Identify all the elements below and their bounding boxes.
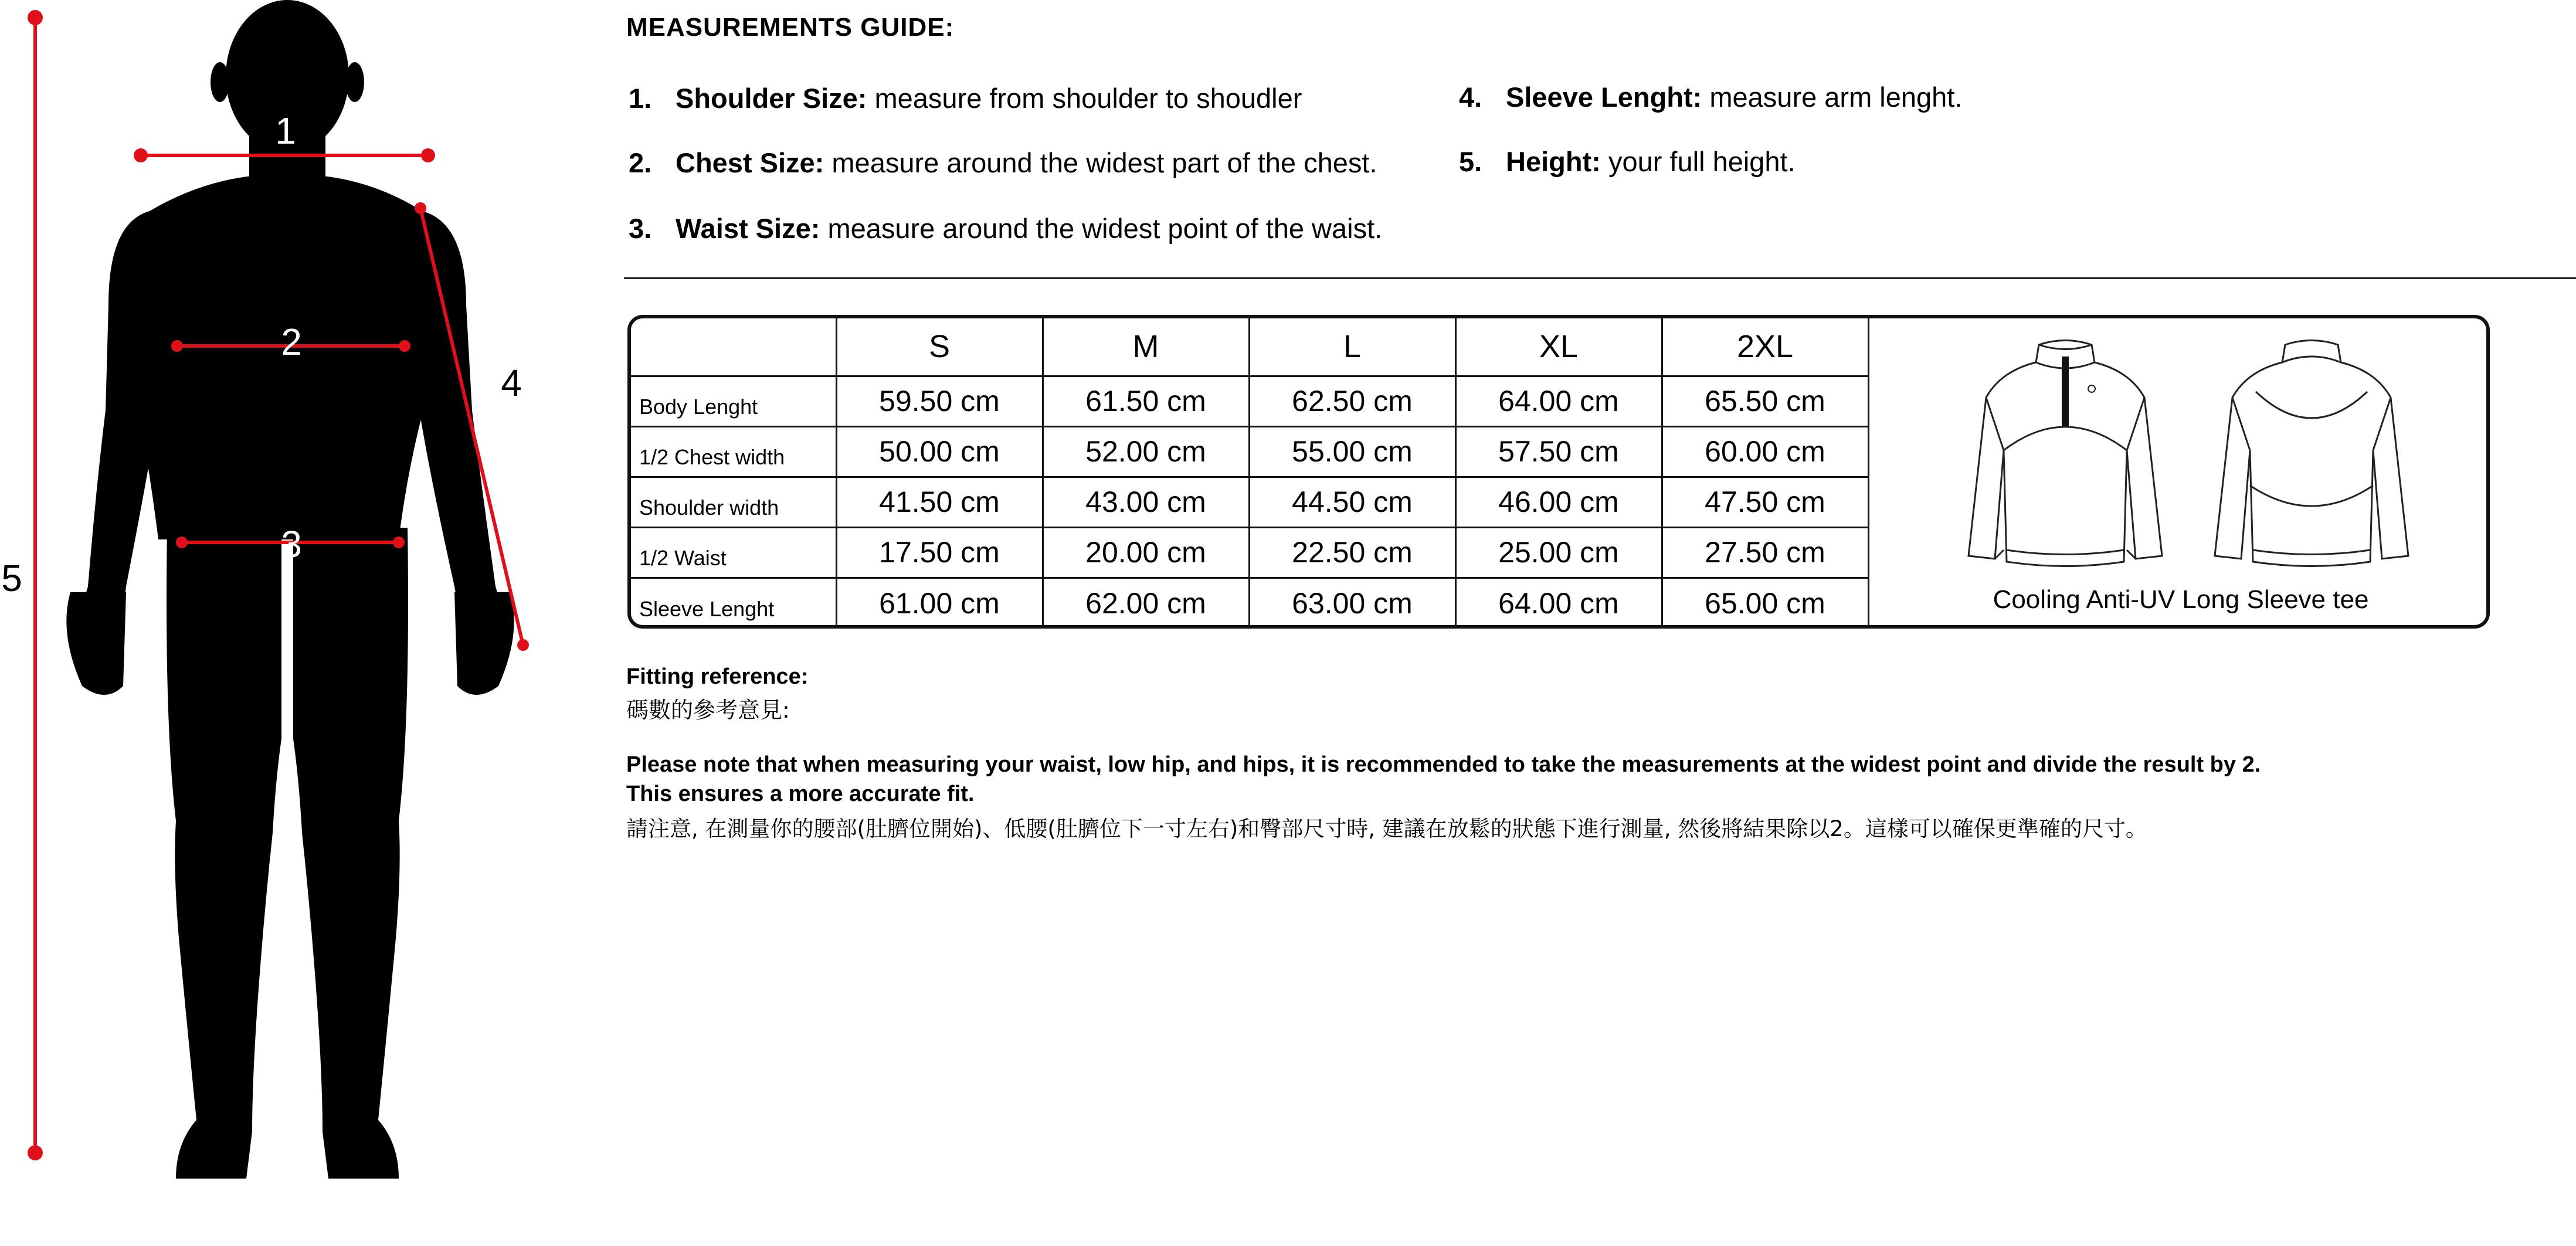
guide-item-number: 1. xyxy=(629,83,652,114)
table-cell: 41.50 cm xyxy=(836,477,1043,527)
chest-dot-right xyxy=(399,340,410,352)
guide-item-chest xyxy=(629,147,1377,179)
guide-item-number: 3. xyxy=(629,213,652,244)
table-cell: 44.50 cm xyxy=(1249,477,1455,527)
table-cell: 47.50 cm xyxy=(1662,477,1868,527)
row-label: Sleeve Lenght xyxy=(631,578,836,628)
shoulder-dot-right xyxy=(421,148,435,162)
table-row xyxy=(631,426,1868,477)
guide-item-desc: measure around the widest part of the chest. xyxy=(831,147,1377,178)
table-cell: 63.00 cm xyxy=(1249,578,1455,628)
table-corner-cell xyxy=(631,318,836,376)
fitting-title: Fitting reference: xyxy=(626,664,809,689)
waist-dot-right xyxy=(393,537,405,548)
table-cell: 62.00 cm xyxy=(1043,578,1249,628)
guide-item-waist xyxy=(629,212,1382,245)
size-header-m: M xyxy=(1043,318,1249,376)
size-table xyxy=(631,318,1869,628)
shirt-front-illustration xyxy=(1960,333,2171,579)
row-label: Body Lenght xyxy=(631,376,836,426)
body-silhouette xyxy=(66,0,514,1179)
guide-item-term: Shoulder Size: xyxy=(676,83,867,114)
marker-1: 1 xyxy=(275,110,296,152)
guide-item-height xyxy=(1459,145,1796,178)
guide-item-desc: measure from shoulder to shoudler xyxy=(874,83,1302,114)
table-cell: 20.00 cm xyxy=(1043,527,1249,578)
table-cell: 59.50 cm xyxy=(836,376,1043,426)
guide-item-term: Height: xyxy=(1506,146,1601,177)
table-cell: 27.50 cm xyxy=(1662,527,1868,578)
marker-5: 5 xyxy=(1,557,22,599)
guide-item-number: 4. xyxy=(1459,82,1482,113)
table-cell: 62.50 cm xyxy=(1249,376,1455,426)
table-cell: 55.00 cm xyxy=(1249,426,1455,477)
body-measurement-figure xyxy=(0,0,563,1246)
table-cell: 57.50 cm xyxy=(1455,426,1662,477)
table-cell: 46.00 cm xyxy=(1455,477,1662,527)
size-header-2xl: 2XL xyxy=(1662,318,1868,376)
product-panel xyxy=(1872,318,2490,629)
guide-item-desc: your full height. xyxy=(1608,146,1796,177)
guide-item-shoulder xyxy=(629,82,1302,114)
size-chart xyxy=(627,315,2490,629)
marker-3: 3 xyxy=(281,523,302,565)
table-row xyxy=(631,527,1868,578)
table-cell: 65.50 cm xyxy=(1662,376,1868,426)
sleeve-dot-top xyxy=(415,202,426,214)
row-label: 1/2 Chest width xyxy=(631,426,836,477)
guide-item-number: 5. xyxy=(1459,146,1482,177)
size-header-xl: XL xyxy=(1455,318,1662,376)
table-cell: 65.00 cm xyxy=(1662,578,1868,628)
table-row xyxy=(631,578,1868,628)
shirt-back-illustration xyxy=(2206,333,2417,579)
note-line-3: 請注意, 在測量你的腰部(肚臍位開始)、低腰(肚臍位下一寸左右)和臀部尺寸時, 建議在放鬆的狀態下進行測量, 然後將結果除以2。這樣可以確保更準確的尺寸。 xyxy=(626,816,2147,841)
product-name: Cooling Anti-UV Long Sleeve tee xyxy=(1993,585,2369,614)
guide-item-desc: measure around the widest point of the waist. xyxy=(827,213,1383,244)
marker-4: 4 xyxy=(501,362,522,404)
sleeve-dot-bottom xyxy=(517,639,529,651)
guide-item-term: Waist Size: xyxy=(676,213,820,244)
chest-dot-left xyxy=(171,340,183,352)
table-cell: 61.50 cm xyxy=(1043,376,1249,426)
size-header-s: S xyxy=(836,318,1043,376)
table-row xyxy=(631,477,1868,527)
waist-dot-left xyxy=(176,537,188,548)
table-cell: 25.00 cm xyxy=(1455,527,1662,578)
guide-item-term: Chest Size: xyxy=(676,147,824,178)
guide-item-desc: measure arm lenght. xyxy=(1709,82,1963,113)
table-cell: 61.00 cm xyxy=(836,578,1043,628)
table-cell: 64.00 cm xyxy=(1455,376,1662,426)
row-label: Shoulder width xyxy=(631,477,836,527)
table-cell: 43.00 cm xyxy=(1043,477,1249,527)
table-header-row xyxy=(631,318,1868,376)
note-line-1: Please note that when measuring your waist, low hip, and hips, it is recommended to take the measurements at the widest point and divide the result by 2. xyxy=(626,752,2261,777)
shoulder-dot-left xyxy=(134,148,148,162)
table-cell: 50.00 cm xyxy=(836,426,1043,477)
table-cell: 60.00 cm xyxy=(1662,426,1868,477)
row-label: 1/2 Waist xyxy=(631,527,836,578)
table-cell: 64.00 cm xyxy=(1455,578,1662,628)
guide-item-term: Sleeve Lenght: xyxy=(1506,82,1702,113)
marker-2: 2 xyxy=(281,321,302,363)
table-cell: 22.50 cm xyxy=(1249,527,1455,578)
note-line-2: This ensures a more accurate fit. xyxy=(626,782,975,806)
separator-line xyxy=(624,277,2576,279)
table-cell: 52.00 cm xyxy=(1043,426,1249,477)
fitting-subtitle: 碼數的參考意見: xyxy=(626,697,790,723)
size-header-l: L xyxy=(1249,318,1455,376)
guide-item-sleeve xyxy=(1459,81,1962,113)
table-row xyxy=(631,376,1868,426)
guide-item-number: 2. xyxy=(629,147,652,178)
height-dot-bottom xyxy=(28,1145,43,1160)
height-dot-top xyxy=(28,10,43,25)
table-cell: 17.50 cm xyxy=(836,527,1043,578)
guide-title: MEASUREMENTS GUIDE: xyxy=(626,13,955,42)
